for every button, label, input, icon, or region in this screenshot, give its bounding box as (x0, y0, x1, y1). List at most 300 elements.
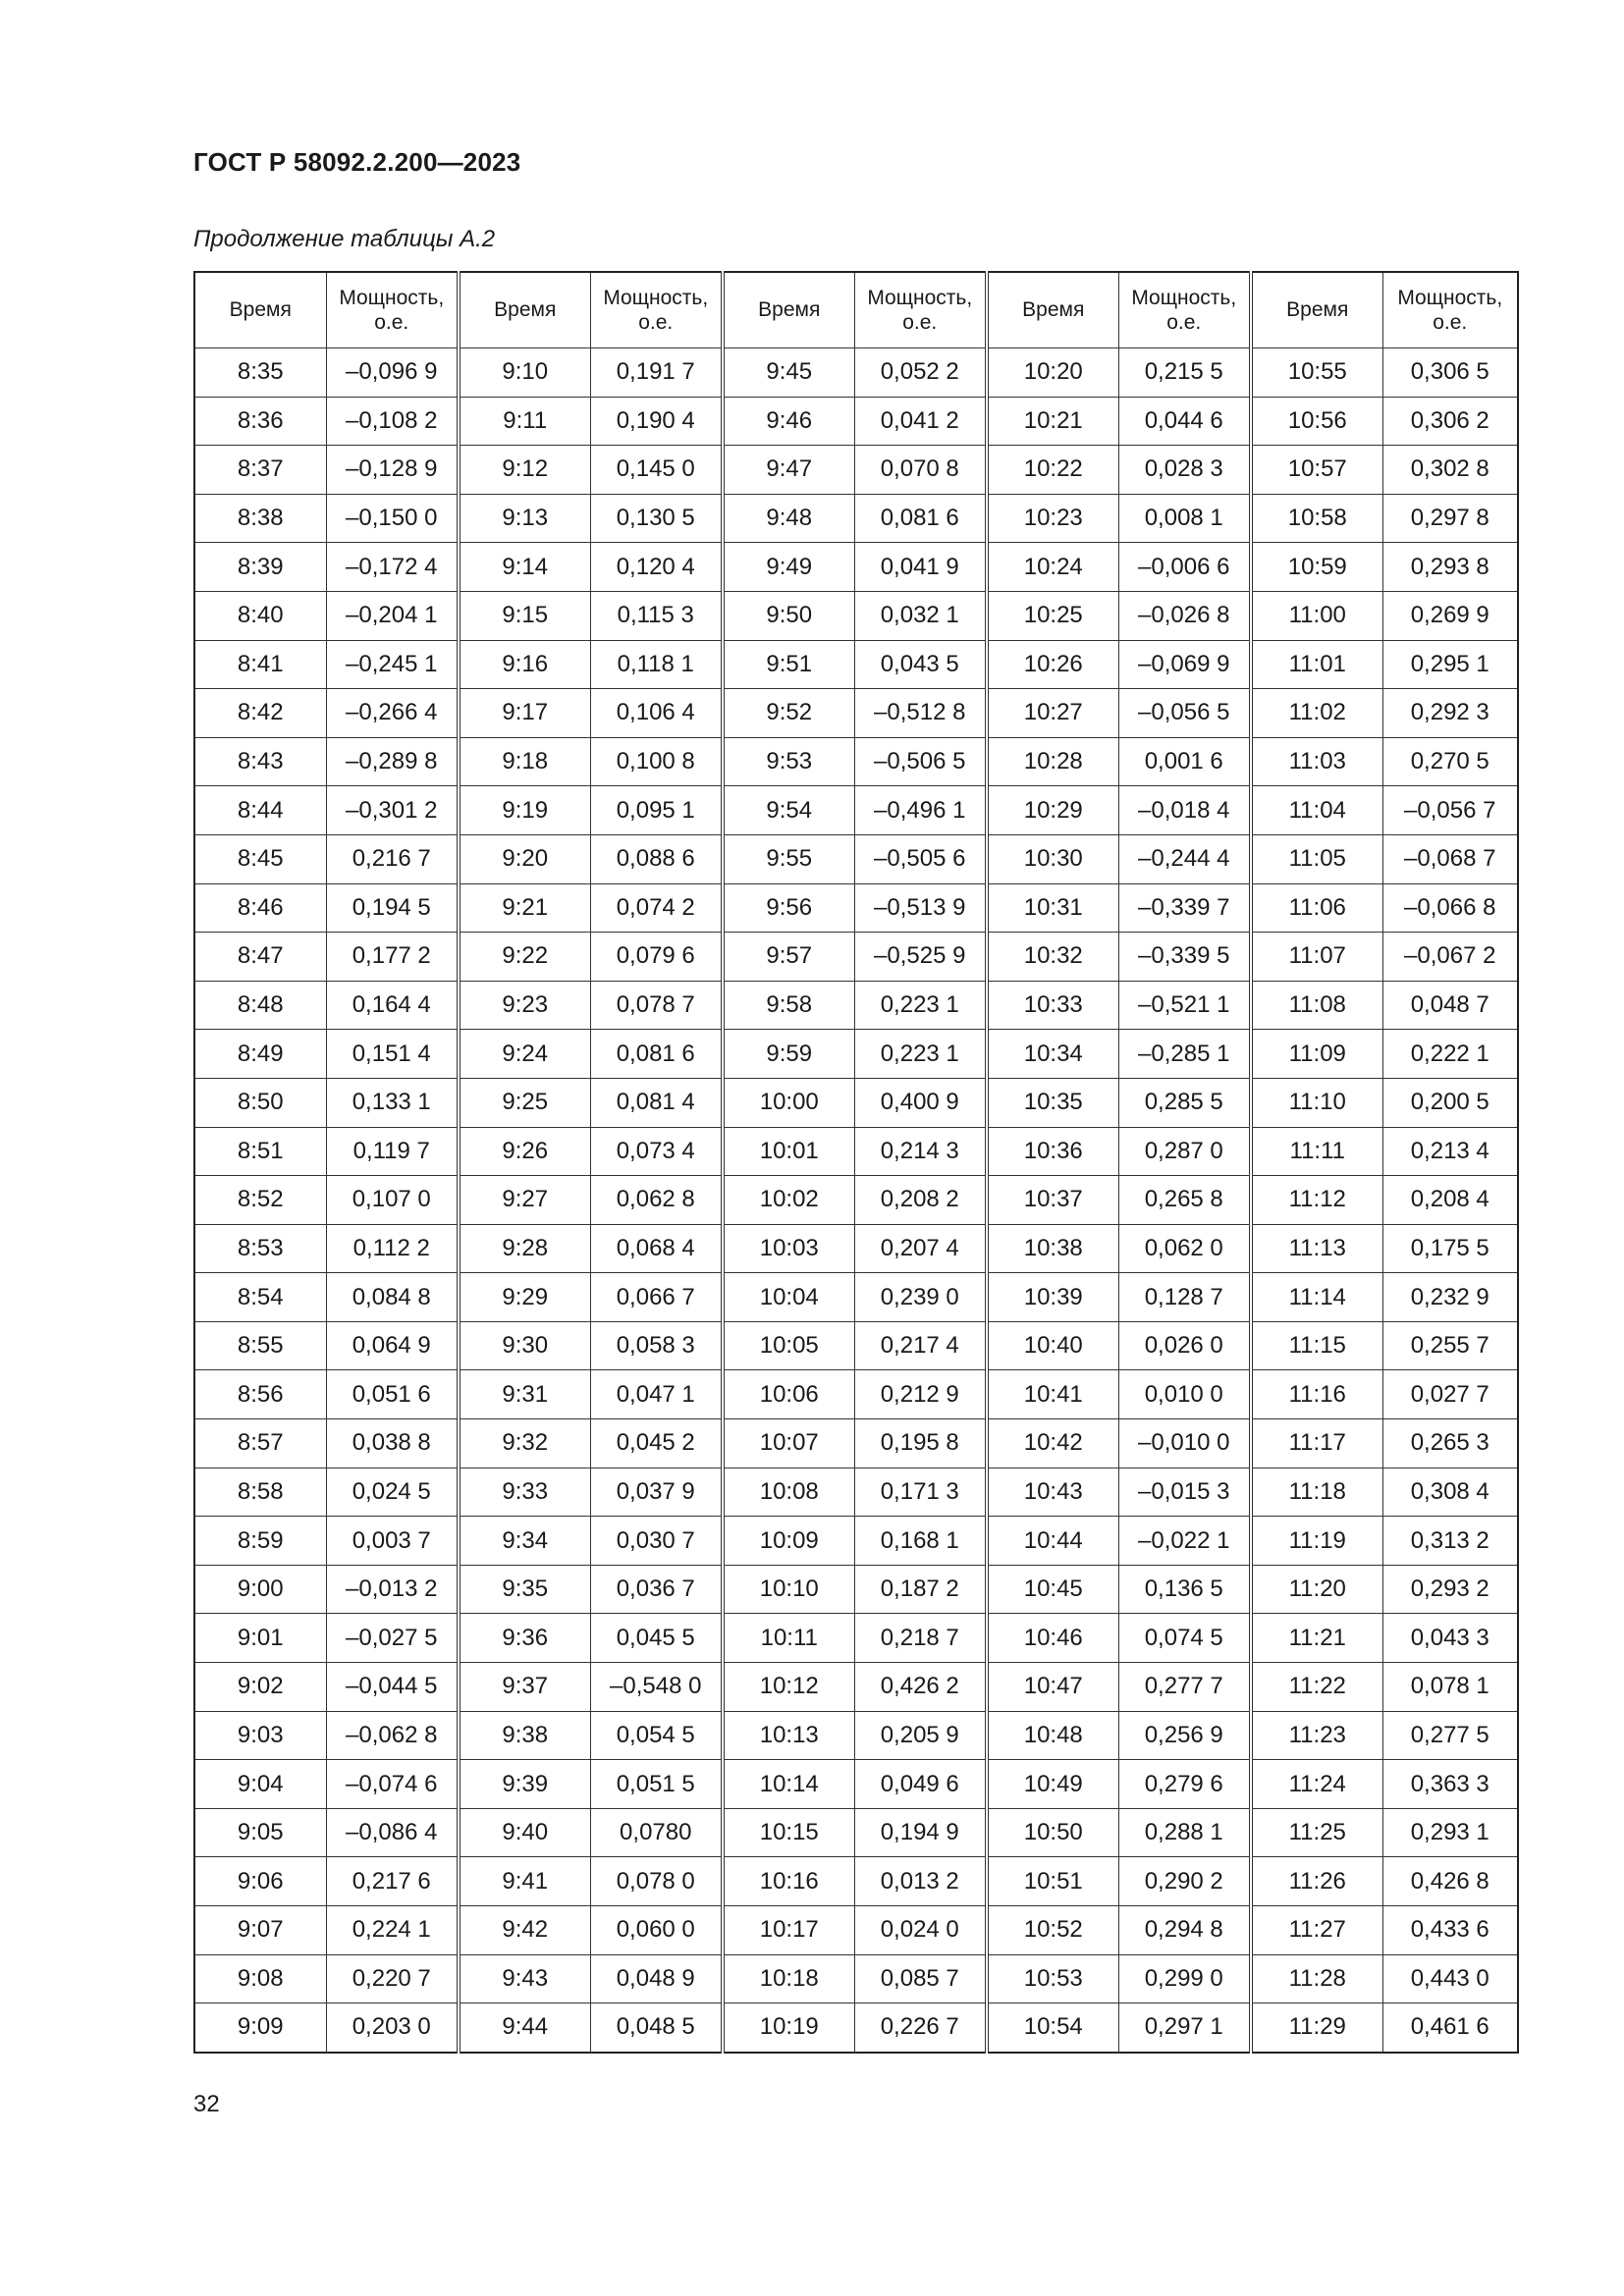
cell-time: 10:30 (987, 834, 1118, 883)
table-row (194, 397, 1518, 446)
cell-power: 0,293 2 (1382, 1565, 1518, 1614)
table-row (194, 1321, 1518, 1370)
cell-time: 9:38 (459, 1711, 590, 1760)
cell-time: 8:52 (194, 1176, 326, 1225)
cell-power: 0,013 2 (854, 1857, 987, 1906)
cell-time: 10:15 (723, 1808, 854, 1857)
cell-time: 10:31 (987, 883, 1118, 933)
cell-power: –0,027 5 (326, 1614, 459, 1663)
table-row (194, 1565, 1518, 1614)
cell-power: 0,062 8 (590, 1176, 723, 1225)
cell-power: 0,226 7 (854, 2003, 987, 2053)
cell-time: 8:54 (194, 1273, 326, 1322)
cell-power: 0,205 9 (854, 1711, 987, 1760)
cell-power: 0,265 8 (1118, 1176, 1251, 1225)
cell-power: 0,060 0 (590, 1906, 723, 1955)
cell-time: 9:03 (194, 1711, 326, 1760)
cell-time: 11:11 (1251, 1127, 1382, 1176)
cell-time: 10:16 (723, 1857, 854, 1906)
cell-power: 0,223 1 (854, 1030, 987, 1079)
cell-time: 10:48 (987, 1711, 1118, 1760)
cell-power: 0,051 5 (590, 1760, 723, 1809)
cell-power: 0,306 5 (1382, 348, 1518, 398)
cell-time: 9:32 (459, 1419, 590, 1468)
table-row (194, 1468, 1518, 1517)
cell-time: 11:04 (1251, 786, 1382, 835)
cell-time: 10:35 (987, 1078, 1118, 1127)
cell-power: –0,018 4 (1118, 786, 1251, 835)
cell-time: 8:46 (194, 883, 326, 933)
cell-time: 10:02 (723, 1176, 854, 1225)
cell-time: 10:59 (1251, 543, 1382, 592)
cell-power: 0,107 0 (326, 1176, 459, 1225)
cell-power: –0,150 0 (326, 494, 459, 543)
cell-time: 9:13 (459, 494, 590, 543)
header-power: Мощность, о.е. (326, 272, 459, 348)
cell-power: 0,049 6 (854, 1760, 987, 1809)
cell-power: 0,191 7 (590, 348, 723, 398)
cell-time: 11:28 (1251, 1954, 1382, 2003)
table-row (194, 1808, 1518, 1857)
cell-time: 10:03 (723, 1224, 854, 1273)
cell-time: 10:50 (987, 1808, 1118, 1857)
cell-time: 9:44 (459, 2003, 590, 2053)
cell-time: 11:00 (1251, 591, 1382, 640)
cell-time: 10:52 (987, 1906, 1118, 1955)
table-row (194, 494, 1518, 543)
cell-time: 10:05 (723, 1321, 854, 1370)
cell-time: 9:30 (459, 1321, 590, 1370)
cell-power: 0,081 6 (590, 1030, 723, 1079)
cell-power: 0,079 6 (590, 933, 723, 982)
cell-time: 10:33 (987, 981, 1118, 1030)
cell-time: 9:02 (194, 1663, 326, 1712)
cell-time: 10:04 (723, 1273, 854, 1322)
cell-time: 10:57 (1251, 446, 1382, 495)
cell-power: –0,512 8 (854, 689, 987, 738)
cell-power: 0,195 8 (854, 1419, 987, 1468)
cell-time: 10:39 (987, 1273, 1118, 1322)
cell-power: 0,078 7 (590, 981, 723, 1030)
cell-time: 9:34 (459, 1517, 590, 1566)
cell-power: 0,048 9 (590, 1954, 723, 2003)
cell-time: 10:56 (1251, 397, 1382, 446)
cell-power: 0,306 2 (1382, 397, 1518, 446)
cell-time: 10:55 (1251, 348, 1382, 398)
cell-power: 0,112 2 (326, 1224, 459, 1273)
cell-power: 0,293 8 (1382, 543, 1518, 592)
cell-power: 0,363 3 (1382, 1760, 1518, 1809)
cell-time: 9:58 (723, 981, 854, 1030)
cell-power: 0,212 9 (854, 1370, 987, 1419)
cell-power: 0,171 3 (854, 1468, 987, 1517)
cell-time: 8:42 (194, 689, 326, 738)
cell-time: 8:44 (194, 786, 326, 835)
cell-power: 0,038 8 (326, 1419, 459, 1468)
cell-power: 0,255 7 (1382, 1321, 1518, 1370)
cell-time: 10:00 (723, 1078, 854, 1127)
cell-power: 0,048 7 (1382, 981, 1518, 1030)
cell-power: 0,433 6 (1382, 1906, 1518, 1955)
table-row (194, 981, 1518, 1030)
cell-power: 0,045 5 (590, 1614, 723, 1663)
cell-power: –0,289 8 (326, 737, 459, 786)
cell-power: 0,041 2 (854, 397, 987, 446)
cell-power: 0,078 0 (590, 1857, 723, 1906)
cell-time: 9:11 (459, 397, 590, 446)
cell-power: 0,041 9 (854, 543, 987, 592)
cell-power: 0,048 5 (590, 2003, 723, 2053)
cell-time: 11:27 (1251, 1906, 1382, 1955)
cell-time: 10:01 (723, 1127, 854, 1176)
cell-power: –0,339 5 (1118, 933, 1251, 982)
cell-time: 9:59 (723, 1030, 854, 1079)
cell-time: 10:18 (723, 1954, 854, 2003)
cell-power: –0,128 9 (326, 446, 459, 495)
cell-power: 0,313 2 (1382, 1517, 1518, 1566)
header-time: Время (987, 272, 1118, 348)
cell-power: 0,297 1 (1118, 2003, 1251, 2053)
cell-power: –0,044 5 (326, 1663, 459, 1712)
cell-time: 11:08 (1251, 981, 1382, 1030)
cell-time: 9:16 (459, 640, 590, 689)
cell-power: –0,521 1 (1118, 981, 1251, 1030)
table-row (194, 1370, 1518, 1419)
cell-power: 0,047 1 (590, 1370, 723, 1419)
header-time: Время (459, 272, 590, 348)
cell-time: 10:11 (723, 1614, 854, 1663)
cell-time: 8:48 (194, 981, 326, 1030)
cell-time: 8:56 (194, 1370, 326, 1419)
cell-power: –0,513 9 (854, 883, 987, 933)
cell-power: 0,119 7 (326, 1127, 459, 1176)
table-row (194, 1954, 1518, 2003)
cell-power: 0,066 7 (590, 1273, 723, 1322)
table-row (194, 1030, 1518, 1079)
cell-time: 10:54 (987, 2003, 1118, 2053)
cell-power: –0,525 9 (854, 933, 987, 982)
cell-power: –0,086 4 (326, 1808, 459, 1857)
cell-power: 0,081 4 (590, 1078, 723, 1127)
cell-power: 0,168 1 (854, 1517, 987, 1566)
table-row (194, 786, 1518, 835)
cell-power: 0,044 6 (1118, 397, 1251, 446)
cell-time: 9:52 (723, 689, 854, 738)
cell-power: 0,151 4 (326, 1030, 459, 1079)
cell-time: 11:01 (1251, 640, 1382, 689)
cell-time: 10:44 (987, 1517, 1118, 1566)
cell-power: –0,096 9 (326, 348, 459, 398)
cell-power: 0,133 1 (326, 1078, 459, 1127)
cell-power: 0,461 6 (1382, 2003, 1518, 2053)
cell-power: 0,064 9 (326, 1321, 459, 1370)
cell-time: 9:10 (459, 348, 590, 398)
document-standard-number: ГОСТ Р 58092.2.200—2023 (193, 147, 521, 177)
cell-time: 8:37 (194, 446, 326, 495)
cell-power: 0,175 5 (1382, 1224, 1518, 1273)
cell-time: 11:14 (1251, 1273, 1382, 1322)
cell-time: 9:27 (459, 1176, 590, 1225)
cell-time: 10:42 (987, 1419, 1118, 1468)
cell-power: 0,081 6 (854, 494, 987, 543)
cell-time: 9:35 (459, 1565, 590, 1614)
cell-time: 10:09 (723, 1517, 854, 1566)
cell-power: 0,293 1 (1382, 1808, 1518, 1857)
cell-time: 9:37 (459, 1663, 590, 1712)
cell-power: 0,106 4 (590, 689, 723, 738)
cell-time: 11:18 (1251, 1468, 1382, 1517)
cell-time: 9:53 (723, 737, 854, 786)
cell-time: 11:09 (1251, 1030, 1382, 1079)
cell-time: 10:13 (723, 1711, 854, 1760)
cell-power: 0,239 0 (854, 1273, 987, 1322)
table-row (194, 689, 1518, 738)
cell-power: 0,128 7 (1118, 1273, 1251, 1322)
cell-time: 11:20 (1251, 1565, 1382, 1614)
cell-time: 10:12 (723, 1663, 854, 1712)
cell-time: 11:23 (1251, 1711, 1382, 1760)
cell-power: 0,003 7 (326, 1517, 459, 1566)
table-row (194, 1224, 1518, 1273)
cell-time: 11:16 (1251, 1370, 1382, 1419)
cell-power: 0,177 2 (326, 933, 459, 982)
cell-time: 9:56 (723, 883, 854, 933)
cell-time: 8:45 (194, 834, 326, 883)
table-row (194, 834, 1518, 883)
cell-power: 0,032 1 (854, 591, 987, 640)
cell-time: 9:31 (459, 1370, 590, 1419)
cell-power: 0,213 4 (1382, 1127, 1518, 1176)
cell-time: 10:45 (987, 1565, 1118, 1614)
cell-power: 0,115 3 (590, 591, 723, 640)
table-row (194, 1419, 1518, 1468)
cell-power: 0,217 6 (326, 1857, 459, 1906)
cell-time: 9:48 (723, 494, 854, 543)
cell-time: 9:22 (459, 933, 590, 982)
cell-power: 0,074 2 (590, 883, 723, 933)
cell-power: –0,266 4 (326, 689, 459, 738)
cell-time: 9:43 (459, 1954, 590, 2003)
cell-time: 10:08 (723, 1468, 854, 1517)
cell-time: 10:14 (723, 1760, 854, 1809)
cell-time: 11:06 (1251, 883, 1382, 933)
cell-time: 8:35 (194, 348, 326, 398)
cell-time: 9:20 (459, 834, 590, 883)
table-row (194, 1078, 1518, 1127)
header-power: Мощность, о.е. (854, 272, 987, 348)
cell-power: 0,290 2 (1118, 1857, 1251, 1906)
cell-power: 0,068 4 (590, 1224, 723, 1273)
cell-time: 8:47 (194, 933, 326, 982)
cell-time: 8:38 (194, 494, 326, 543)
cell-power: –0,074 6 (326, 1760, 459, 1809)
table-row (194, 640, 1518, 689)
cell-power: 0,292 3 (1382, 689, 1518, 738)
cell-power: 0,217 4 (854, 1321, 987, 1370)
cell-time: 9:07 (194, 1906, 326, 1955)
cell-time: 9:09 (194, 2003, 326, 2053)
cell-power: 0,443 0 (1382, 1954, 1518, 2003)
cell-time: 9:18 (459, 737, 590, 786)
cell-power: –0,301 2 (326, 786, 459, 835)
cell-time: 8:55 (194, 1321, 326, 1370)
table-row (194, 1663, 1518, 1712)
cell-power: –0,505 6 (854, 834, 987, 883)
cell-time: 9:45 (723, 348, 854, 398)
cell-time: 8:53 (194, 1224, 326, 1273)
cell-time: 9:14 (459, 543, 590, 592)
cell-time: 8:41 (194, 640, 326, 689)
cell-power: –0,015 3 (1118, 1468, 1251, 1517)
cell-power: –0,285 1 (1118, 1030, 1251, 1079)
cell-power: 0,208 2 (854, 1176, 987, 1225)
cell-power: 0,027 7 (1382, 1370, 1518, 1419)
cell-power: 0,136 5 (1118, 1565, 1251, 1614)
table-row (194, 446, 1518, 495)
table-row (194, 1517, 1518, 1566)
cell-power: 0,001 6 (1118, 737, 1251, 786)
cell-power: 0,270 5 (1382, 737, 1518, 786)
cell-time: 10:25 (987, 591, 1118, 640)
cell-time: 11:24 (1251, 1760, 1382, 1809)
cell-power: 0,028 3 (1118, 446, 1251, 495)
cell-power: 0,224 1 (326, 1906, 459, 1955)
table-row (194, 1906, 1518, 1955)
cell-time: 10:23 (987, 494, 1118, 543)
cell-time: 9:33 (459, 1468, 590, 1517)
cell-power: –0,022 1 (1118, 1517, 1251, 1566)
cell-power: 0,088 6 (590, 834, 723, 883)
cell-time: 11:03 (1251, 737, 1382, 786)
cell-time: 9:12 (459, 446, 590, 495)
cell-time: 9:01 (194, 1614, 326, 1663)
cell-power: 0,279 6 (1118, 1760, 1251, 1809)
cell-power: 0,118 1 (590, 640, 723, 689)
cell-power: –0,026 8 (1118, 591, 1251, 640)
cell-power: 0,194 9 (854, 1808, 987, 1857)
cell-time: 9:46 (723, 397, 854, 446)
table-row (194, 1760, 1518, 1809)
cell-time: 10:46 (987, 1614, 1118, 1663)
cell-time: 10:20 (987, 348, 1118, 398)
header-time: Время (1251, 272, 1382, 348)
cell-time: 9:54 (723, 786, 854, 835)
cell-time: 8:40 (194, 591, 326, 640)
cell-time: 10:19 (723, 2003, 854, 2053)
cell-power: –0,006 6 (1118, 543, 1251, 592)
header-power: Мощность, о.е. (1118, 272, 1251, 348)
cell-power: 0,287 0 (1118, 1127, 1251, 1176)
cell-time: 9:47 (723, 446, 854, 495)
cell-time: 8:59 (194, 1517, 326, 1566)
header-power: Мощность, о.е. (1382, 272, 1518, 348)
cell-power: 0,294 8 (1118, 1906, 1251, 1955)
cell-power: –0,245 1 (326, 640, 459, 689)
cell-power: –0,108 2 (326, 397, 459, 446)
cell-time: 10:22 (987, 446, 1118, 495)
cell-time: 9:21 (459, 883, 590, 933)
cell-time: 9:17 (459, 689, 590, 738)
cell-power: 0,194 5 (326, 883, 459, 933)
cell-time: 9:23 (459, 981, 590, 1030)
cell-power: 0,036 7 (590, 1565, 723, 1614)
table-row (194, 2003, 1518, 2053)
cell-time: 9:42 (459, 1906, 590, 1955)
cell-time: 8:58 (194, 1468, 326, 1517)
cell-power: 0,045 2 (590, 1419, 723, 1468)
cell-time: 11:17 (1251, 1419, 1382, 1468)
cell-power: –0,548 0 (590, 1663, 723, 1712)
cell-power: 0,295 1 (1382, 640, 1518, 689)
cell-time: 10:21 (987, 397, 1118, 446)
header-time: Время (723, 272, 854, 348)
cell-time: 10:32 (987, 933, 1118, 982)
cell-power: 0,222 1 (1382, 1030, 1518, 1079)
cell-time: 11:22 (1251, 1663, 1382, 1712)
cell-time: 10:58 (1251, 494, 1382, 543)
cell-time: 9:57 (723, 933, 854, 982)
cell-power: 0,074 5 (1118, 1614, 1251, 1663)
cell-time: 10:24 (987, 543, 1118, 592)
cell-time: 11:02 (1251, 689, 1382, 738)
cell-power: 0,043 3 (1382, 1614, 1518, 1663)
cell-power: –0,067 2 (1382, 933, 1518, 982)
cell-power: –0,056 5 (1118, 689, 1251, 738)
cell-power: –0,506 5 (854, 737, 987, 786)
cell-power: 0,052 2 (854, 348, 987, 398)
cell-power: –0,204 1 (326, 591, 459, 640)
cell-power: 0,223 1 (854, 981, 987, 1030)
cell-power: 0,024 5 (326, 1468, 459, 1517)
cell-time: 9:28 (459, 1224, 590, 1273)
cell-time: 9:04 (194, 1760, 326, 1809)
cell-time: 9:15 (459, 591, 590, 640)
table-row (194, 1711, 1518, 1760)
cell-time: 10:10 (723, 1565, 854, 1614)
table-header-row (194, 272, 1518, 348)
cell-power: 0,288 1 (1118, 1808, 1251, 1857)
cell-power: 0,008 1 (1118, 494, 1251, 543)
cell-time: 9:19 (459, 786, 590, 835)
cell-power: 0,269 9 (1382, 591, 1518, 640)
cell-time: 9:24 (459, 1030, 590, 1079)
cell-power: 0,054 5 (590, 1711, 723, 1760)
cell-power: –0,069 9 (1118, 640, 1251, 689)
cell-power: 0,207 4 (854, 1224, 987, 1273)
cell-power: 0,297 8 (1382, 494, 1518, 543)
cell-time: 9:06 (194, 1857, 326, 1906)
power-time-table (193, 271, 1519, 2054)
cell-power: 0,232 9 (1382, 1273, 1518, 1322)
cell-power: 0,030 7 (590, 1517, 723, 1566)
cell-time: 9:55 (723, 834, 854, 883)
cell-time: 9:08 (194, 1954, 326, 2003)
cell-time: 10:28 (987, 737, 1118, 786)
cell-time: 11:13 (1251, 1224, 1382, 1273)
cell-time: 9:51 (723, 640, 854, 689)
cell-power: 0,285 5 (1118, 1078, 1251, 1127)
cell-time: 9:29 (459, 1273, 590, 1322)
cell-time: 9:26 (459, 1127, 590, 1176)
cell-time: 8:50 (194, 1078, 326, 1127)
cell-power: 0,120 4 (590, 543, 723, 592)
cell-power: 0,208 4 (1382, 1176, 1518, 1225)
cell-power: –0,339 7 (1118, 883, 1251, 933)
cell-time: 10:41 (987, 1370, 1118, 1419)
cell-time: 8:43 (194, 737, 326, 786)
cell-time: 11:29 (1251, 2003, 1382, 2053)
cell-power: 0,203 0 (326, 2003, 459, 2053)
